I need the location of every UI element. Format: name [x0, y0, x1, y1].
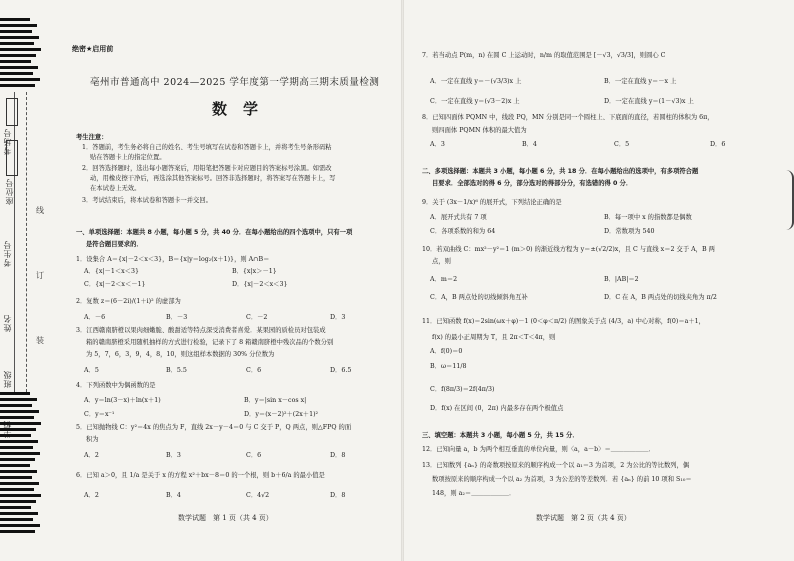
binding-cut-line — [26, 92, 27, 392]
q6-option-b: B．4 — [166, 492, 181, 499]
q1-stem: 1．设集合 A＝{x|－2＜x＜3}，B＝{x|y＝log₂(x＋1)}，则 A∩B＝ — [76, 256, 270, 263]
binding-stripe — [0, 78, 40, 81]
binding-mark-line: 线 — [36, 206, 44, 215]
binding-stripes-top — [0, 18, 42, 90]
q8-option-a: A．3 — [430, 141, 445, 148]
binding-strip — [0, 0, 60, 561]
q7-option-a: A．一定在直线 y＝－(√3/3)x 上 — [430, 78, 522, 85]
q2-option-a: A．－6 — [84, 314, 106, 321]
q10-option-b: B．|AB|＝2 — [604, 276, 639, 283]
q2-option-c: C．－2 — [246, 314, 268, 321]
binding-label-exam-no: 考生号 — [3, 240, 12, 267]
q9-option-b: B．每一项中 x 的指数都是偶数 — [604, 214, 692, 221]
q4-option-a: A．y＝ln(3－x)＋ln(x＋1) — [84, 397, 161, 404]
binding-stripe — [0, 42, 34, 45]
q4-option-b: B．y＝|sin x－cos x| — [244, 397, 307, 404]
q1-option-b: B．{x|x＞－1} — [232, 268, 277, 275]
q5-option-d: D．8 — [330, 452, 346, 459]
q3-option-b: B．5.5 — [166, 367, 187, 374]
binding-stripe — [0, 30, 32, 33]
q8-option-b: B．4 — [522, 141, 537, 148]
page-curl — [786, 170, 794, 230]
q7-stem: 7．若当动点 P(m，n) 在圆 C 上运动时，n/m 的取值范围是 [－√3，√3/3]，则圆心 C — [422, 52, 666, 59]
q1-option-a: A．{x|－1＜x＜3} — [84, 268, 139, 275]
q12-stem: 12．已知向量 a，b 为两个相互垂直的单位向量，则〈a，a－b〉＝＿＿＿＿＿＿． — [422, 446, 655, 453]
page-footer-2: 数学试题 第 2 页（共 4 页） — [536, 514, 631, 522]
binding-stripe — [0, 494, 41, 497]
q10-stem-line-2: 点，则 — [432, 258, 451, 265]
q11-stem-line-1: 11．已知函数 f(x)＝2sin(ωx＋φ)－1 (0＜φ＜π/2) 的图象关于点 (4/3，a) 中心对称，f(0)＝a＋1， — [422, 318, 705, 325]
binding-stripe — [0, 440, 38, 443]
section1-heading-cont: 是符合题目要求的． — [86, 241, 143, 248]
binding-stripe — [0, 458, 35, 461]
binding-stripe — [0, 500, 36, 503]
binding-stripe — [0, 404, 32, 407]
binding-stripe — [0, 410, 39, 413]
q5-stem-line-2: 积为 — [86, 436, 99, 443]
q8-option-c: C．5 — [614, 141, 630, 148]
q10-option-c: C．A，B 两点处的切线倾斜角互补 — [430, 294, 528, 301]
q1-option-d: D．{x|－2＜x＜3} — [232, 281, 288, 288]
binding-stripe — [0, 392, 30, 395]
confidential-label: 绝密★启用前 — [72, 45, 114, 53]
q13-stem-line-3: 148，则 a₂＝＿＿＿＿＿＿． — [432, 490, 516, 497]
q2-option-b: B．－3 — [166, 314, 188, 321]
binding-stripes-bottom — [0, 392, 42, 536]
binding-mark-staple: 订 — [36, 271, 44, 280]
q6-option-c: C．4√2 — [246, 492, 270, 499]
q5-option-a: A．2 — [84, 452, 99, 459]
binding-stripe — [0, 512, 38, 515]
q3-option-d: D．6.5 — [330, 367, 352, 374]
q5-stem-line-1: 5．已知抛物线 C：y²＝4x 的焦点为 F，直线 2x－y－4＝0 与 C 交于 P，Q 两点，则△FPQ 的面 — [76, 424, 352, 431]
binding-stripe — [0, 506, 31, 509]
exam-room-box[interactable] — [6, 98, 18, 126]
binding-stripe — [0, 464, 30, 467]
q10-option-d: D．C 在 A，B 两点处的切线夹角为 π/2 — [604, 294, 717, 301]
q10-option-a: A．m＝2 — [430, 276, 458, 283]
binding-stripe — [0, 84, 35, 87]
binding-label-seat: 座位号 — [5, 178, 14, 205]
q11-stem-line-2: f(x) 的最小正周期为 T，且 2π＜T＜4π，则 — [432, 334, 556, 341]
binding-stripe — [0, 452, 40, 455]
binding-stripe — [0, 482, 39, 485]
q9-option-c: C．各项系数的和为 64 — [430, 228, 496, 235]
section3-heading: 三、填空题：本题共 3 小题，每小题 5 分，共 15 分． — [422, 432, 579, 439]
q6-option-d: D．8 — [330, 492, 346, 499]
binding-stripe — [0, 54, 36, 57]
seat-box[interactable] — [6, 140, 18, 176]
q7-option-b: B．一定在直线 y＝－x 上 — [604, 78, 677, 85]
binding-stripe — [0, 24, 37, 27]
binding-label-exam-room: 考场号 — [3, 128, 12, 155]
q7-option-d: D．一定在直线 y＝(1－√3)x 上 — [604, 98, 694, 105]
binding-stripe — [0, 48, 41, 51]
q11-option-a: A．f(0)＝0 — [430, 348, 463, 355]
q2-stem: 2．复数 z＝(6－2i)/(1＋i)² 的虚部为 — [76, 298, 181, 305]
binding-label-class: 班级 — [3, 370, 12, 388]
q1-option-c: C．{x|－2＜x＜－1} — [84, 281, 146, 288]
binding-mark-bind: 装 — [36, 336, 44, 345]
q9-option-d: D．常数项为 540 — [604, 228, 655, 235]
binding-stripe — [0, 524, 40, 527]
q11-option-c: C．f(8π/3)＝2f(4π/3) — [430, 386, 495, 393]
binding-stripe — [0, 476, 32, 479]
q7-option-c: C．一定在直线 y＝(√3－2)x 上 — [430, 98, 520, 105]
q3-option-c: C．6 — [246, 367, 262, 374]
q4-option-c: C．y＝x⁻¹ — [84, 411, 115, 418]
binding-stripe — [0, 18, 30, 21]
notice-line-3: 2．回答选择题时，选出每小题答案后，用铅笔把答题卡对应题目的答案标号涂黑。如需改 — [82, 165, 332, 172]
q3-option-a: A．5 — [84, 367, 99, 374]
subject-title: 数学 — [212, 100, 275, 118]
q9-option-a: A．展开式共有 7 项 — [430, 214, 487, 221]
right-page — [404, 0, 794, 561]
q13-stem-line-1: 13．已知数列 {aₙ} 的奇数项按原来的顺序构成一个以 a₁＝3 为首项，2 为公比的等比数列，偶 — [422, 462, 690, 469]
binding-stripe — [0, 398, 37, 401]
q3-stem-line-1: 3．江西赣南脐橙以果肉细嫩脆、酸甜适等特点深受消费者喜爱．某果园的质检员对包装成 — [76, 327, 326, 334]
binding-stripe — [0, 36, 39, 39]
q6-stem: 6．已知 a＞0，且 1/a 是关于 x 的方程 x²＋bx－8＝0 的一个根，则 b＋6/a 的最小值是 — [76, 472, 325, 479]
section2-heading: 二、多项选择题：本题共 3 小题，每小题 6 分，共 18 分．在每小题给出的选项中，有多项符合题 — [422, 168, 699, 175]
section1-heading: 一、单项选择题：本题共 8 小题，每小题 5 分，共 40 分．在每小题给出的四个选项中，只有一项 — [76, 229, 353, 236]
q11-option-b: B．ω＝11/8 — [430, 363, 467, 370]
q11-option-d: D．f(x) 在区间 (0，2π) 内最多存在两个极值点 — [430, 405, 564, 412]
q8-stem-line-1: 8．已知四面体 PQMN 中，线段 PQ，MN 分别是同一个圆柱上、下底面的直径，若圆柱的体积为 6π， — [422, 114, 714, 121]
notice-line-4: 动，用橡皮擦干净后，再选涂其他答案标号。回答非选择题时，将答案写在答题卡上，写 — [90, 175, 336, 182]
q5-option-c: C．6 — [246, 452, 262, 459]
notice-line-5: 在本试卷上无效。 — [90, 185, 141, 192]
section2-heading-cont: 目要求．全部选对的得 6 分，部分选对的得部分分，有选错的得 0 分． — [432, 180, 633, 187]
binding-stripe — [0, 488, 34, 491]
q8-option-d: D．6 — [710, 141, 726, 148]
binding-stripe — [0, 72, 33, 75]
binding-line — [14, 92, 15, 392]
binding-stripe — [0, 446, 33, 449]
notice-line-1: 1．答题前，考生务必将自己的姓名、考生号填写在试卷和答题卡上，并将考生号条形码粘 — [82, 144, 332, 151]
q8-stem-line-2: 则四面体 PQMN 体积的最大值为 — [432, 127, 527, 134]
binding-label-name: 姓名 — [3, 314, 12, 332]
q3-stem-line-2: 箱的赣南脐橙采用随机抽样的方式进行检验，记录下了 8 箱赣南脐橙中残次品的个数分别 — [86, 339, 334, 346]
q2-option-d: D．3 — [330, 314, 346, 321]
q4-stem: 4．下列函数中为偶函数的是 — [76, 382, 156, 389]
q3-stem-line-3: 为 5，7，6，3，9，4，8，10，则这组样本数据的 30% 分位数为 — [86, 351, 275, 358]
binding-stripe — [0, 416, 34, 419]
binding-stripe — [0, 530, 35, 533]
binding-stripe — [0, 60, 31, 63]
q4-option-d: D．y＝(x－2)²＋(2x＋1)² — [244, 411, 319, 418]
notice-title: 考生注意： — [76, 134, 108, 141]
notice-line-2: 贴在答题卡上的指定位置。 — [90, 154, 166, 161]
q10-stem-line-1: 10．若双曲线 C：mx²－y²＝1 (m＞0) 的渐近线方程为 y＝±(√2/2)x，且 C 与直线 x＝2 交于 A，B 两 — [422, 246, 715, 253]
notice-line-6: 3．考试结束后，将本试卷和答题卡一并交回。 — [82, 197, 212, 204]
q6-option-a: A．2 — [84, 492, 99, 499]
q9-stem: 9．关于 (3x－1/x)⁶ 的展开式，下列结论正确的是 — [422, 199, 562, 206]
binding-stripe — [0, 66, 38, 69]
exam-header: 亳州市普通高中 2024—2025 学年度第一学期高三期末质量检测 — [90, 77, 380, 88]
binding-stripe — [0, 518, 33, 521]
page-footer-1: 数学试题 第 1 页（共 4 页） — [178, 514, 273, 522]
binding-label-school: 学校 — [3, 420, 12, 438]
q13-stem-line-2: 数项按原来的顺序构成一个以 a₂ 为首项，3 为公差的等差数列．若 {aₙ} 的前 10 项和 S₁₀＝ — [432, 476, 692, 483]
binding-stripe — [0, 470, 37, 473]
q5-option-b: B．3 — [166, 452, 181, 459]
